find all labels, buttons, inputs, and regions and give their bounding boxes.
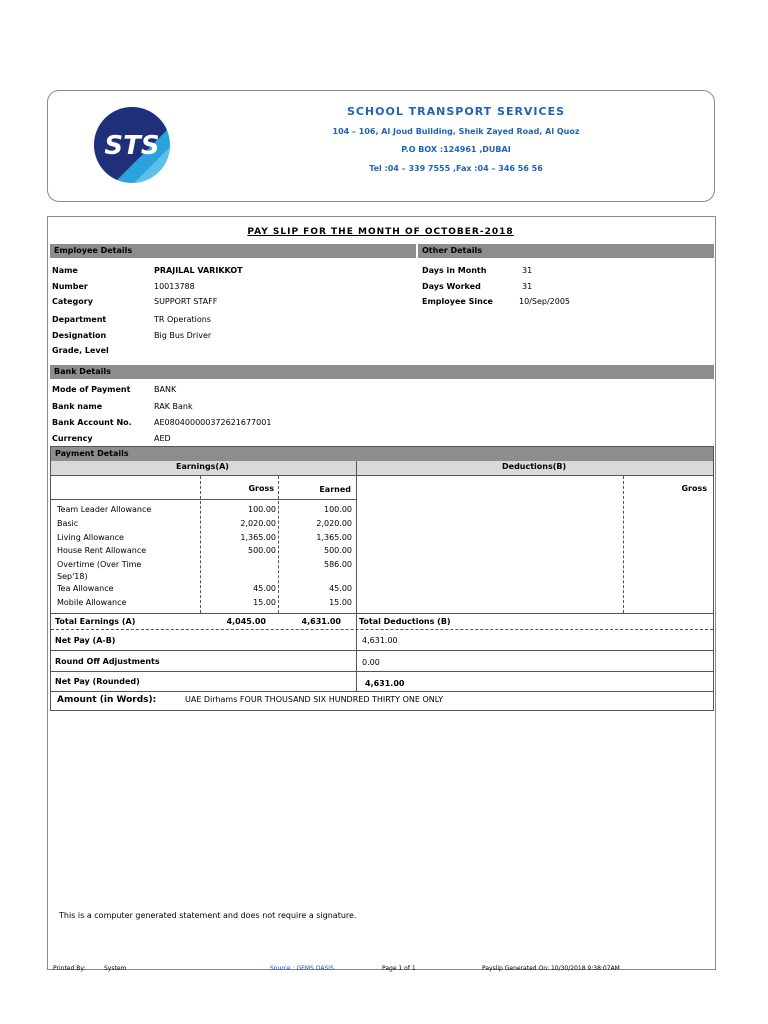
payslip-title: PAY SLIP FOR THE MONTH OF OCTOBER-2018 bbox=[247, 227, 514, 237]
currency-value: AED bbox=[154, 434, 171, 443]
earning-earned: 2,020.00 bbox=[316, 519, 352, 528]
gross-header: Gross bbox=[248, 484, 274, 493]
printed-by-value: System bbox=[104, 965, 127, 972]
deductions-header: Deductions(B) bbox=[502, 462, 567, 471]
divider bbox=[51, 613, 713, 614]
employee-name: PRAJILAL VARIKKOT bbox=[154, 266, 243, 275]
total-earnings-label: Total Earnings (A) bbox=[55, 617, 136, 626]
earning-earned: 500.00 bbox=[324, 546, 352, 555]
company-address-line2: P.O BOX :124961 ,DUBAI bbox=[401, 145, 511, 154]
mode-of-payment-value: BANK bbox=[154, 385, 177, 394]
total-gross-value: 4,045.00 bbox=[226, 617, 266, 626]
divider bbox=[51, 671, 713, 672]
company-address-line1: 104 – 106, Al Joud Building, Sheik Zayed Road, Al Quoz bbox=[332, 127, 580, 136]
employee-details-bar: Employee Details bbox=[50, 244, 416, 258]
earning-gross: 2,020.00 bbox=[240, 519, 276, 528]
mode-of-payment-label: Mode of Payment bbox=[52, 385, 131, 394]
company-name: SCHOOL TRANSPORT SERVICES bbox=[346, 105, 566, 118]
bank-details-bar: Bank Details bbox=[50, 365, 714, 379]
generated-timestamp: Payslip Generated On: 10/30/2018 9:38:07AM bbox=[482, 965, 620, 972]
divider bbox=[51, 475, 713, 476]
category-label: Category bbox=[52, 297, 93, 306]
earning-label: Sep'18) bbox=[57, 572, 88, 581]
amount-in-words-value: UAE Dirhams FOUR THOUSAND SIX HUNDRED THIRTY ONE ONLY bbox=[185, 695, 444, 704]
divider bbox=[51, 629, 713, 630]
column-divider bbox=[356, 461, 357, 614]
company-logo bbox=[93, 106, 171, 184]
divider bbox=[51, 499, 356, 500]
net-pay-rounded-value: 4,631.00 bbox=[365, 679, 405, 688]
page-number: Page 1 of 1 bbox=[382, 965, 416, 972]
bank-account-value: AE080400000372621677001 bbox=[154, 418, 272, 427]
net-pay-rounded-label: Net Pay (Rounded) bbox=[55, 677, 140, 686]
amount-in-words-label: Amount (in Words): bbox=[57, 695, 157, 705]
payment-details-bar: Payment Details bbox=[51, 447, 713, 461]
employee-designation: Big Bus Driver bbox=[154, 331, 212, 340]
earning-earned: 100.00 bbox=[324, 505, 352, 514]
earning-label: Mobile Allowance bbox=[57, 598, 127, 607]
source-text: Source : GEMS OASIS bbox=[270, 965, 334, 972]
bank-account-label: Bank Account No. bbox=[52, 418, 132, 427]
computer-generated-note: This is a computer generated statement and does not require a signature. bbox=[59, 911, 357, 920]
employee-department: TR Operations bbox=[154, 315, 211, 324]
earning-gross: 45.00 bbox=[253, 584, 276, 593]
bank-name-label: Bank name bbox=[52, 402, 103, 411]
total-deductions-label: Total Deductions (B) bbox=[359, 617, 451, 626]
divider bbox=[51, 691, 713, 692]
days-worked-label: Days Worked bbox=[422, 282, 481, 291]
total-earned-value: 4,631.00 bbox=[301, 617, 341, 626]
column-divider bbox=[623, 476, 624, 613]
column-divider bbox=[356, 614, 357, 691]
company-contact: Tel :04 – 339 7555 ,Fax :04 – 346 56 56 bbox=[369, 164, 543, 173]
deductions-gross-header: Gross bbox=[681, 484, 707, 493]
employee-number: 10013788 bbox=[154, 282, 195, 291]
earned-header: Earned bbox=[319, 485, 351, 494]
earning-gross: 500.00 bbox=[248, 546, 276, 555]
earning-earned: 1,365.00 bbox=[316, 533, 352, 542]
employee-category: SUPPORT STAFF bbox=[154, 297, 218, 306]
earning-label: Team Leader Allowance bbox=[57, 505, 152, 514]
svg-text:STS: STS bbox=[104, 131, 160, 161]
earning-earned: 45.00 bbox=[329, 584, 352, 593]
designation-label: Designation bbox=[52, 331, 107, 340]
earning-label: Tea Allowance bbox=[57, 584, 114, 593]
bank-name-value: RAK Bank bbox=[154, 402, 193, 411]
net-pay-label: Net Pay (A-B) bbox=[55, 636, 116, 645]
number-label: Number bbox=[52, 282, 88, 291]
grade-label: Grade, Level bbox=[52, 346, 109, 355]
days-in-month-label: Days in Month bbox=[422, 266, 487, 275]
other-details-bar: Other Details bbox=[418, 244, 714, 258]
earning-gross: 1,365.00 bbox=[240, 533, 276, 542]
days-in-month-value: 31 bbox=[522, 266, 533, 275]
earning-label: Basic bbox=[57, 519, 79, 528]
earning-earned: 586.00 bbox=[324, 560, 352, 569]
divider bbox=[51, 650, 713, 651]
earning-label: House Rent Allowance bbox=[57, 546, 147, 555]
table-header-row bbox=[51, 461, 713, 475]
employee-since-label: Employee Since bbox=[422, 297, 493, 306]
printed-by-label: Printed By: bbox=[53, 965, 86, 972]
earning-label: Overtime (Over Time bbox=[57, 560, 142, 569]
earning-label: Living Allowance bbox=[57, 533, 124, 542]
currency-label: Currency bbox=[52, 434, 93, 443]
name-label: Name bbox=[52, 266, 78, 275]
earnings-header: Earnings(A) bbox=[176, 462, 229, 471]
net-pay-value: 4,631.00 bbox=[362, 636, 398, 645]
round-off-value: 0.00 bbox=[362, 658, 380, 667]
department-label: Department bbox=[52, 315, 107, 324]
employee-since-value: 10/Sep/2005 bbox=[519, 297, 571, 306]
earning-earned: 15.00 bbox=[329, 598, 352, 607]
round-off-label: Round Off Adjustments bbox=[55, 657, 160, 666]
days-worked-value: 31 bbox=[522, 282, 533, 291]
earning-gross: 15.00 bbox=[253, 598, 276, 607]
earning-gross: 100.00 bbox=[248, 505, 276, 514]
